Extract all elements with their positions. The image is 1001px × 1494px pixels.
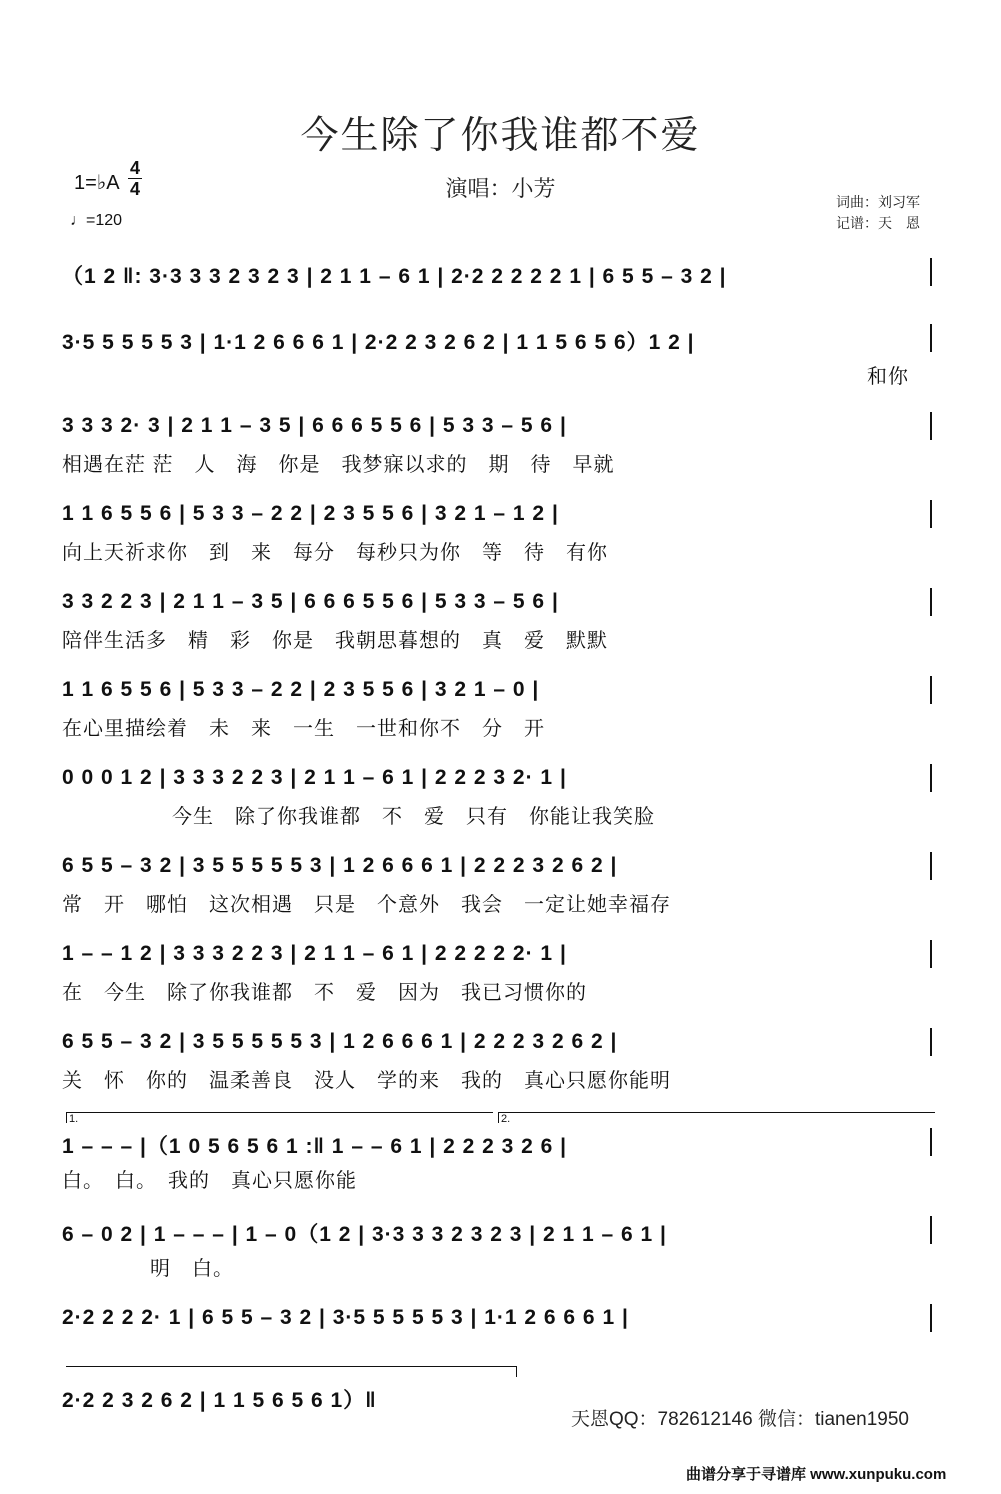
lyrics: 向上天祈求你 到 来 每分 每秒只为你 等 待 有你	[62, 542, 608, 564]
barline	[930, 1216, 932, 1244]
notes: 2·2 2 2 2· 1 | 6 5 5 – 3 2 | 3·5 5 5 5 5 3 | 1·1 2 6 6 6 1 |	[62, 1306, 629, 1329]
contact-info: 天恩QQ：782612146 微信：tianen1950	[571, 1409, 909, 1430]
time-signature-top: 4	[129, 158, 140, 178]
notes: 6 5 5 – 3 2 | 3 5 5 5 5 5 3 | 1 2 6 6 6 1 | 2 2 2 3 2 6 2 |	[62, 854, 618, 877]
score-line-13	[62, 1306, 942, 1350]
lyrics: 和你	[867, 366, 909, 388]
notes: 1 – – 1 2 | 3 3 3 2 2 3 | 2 1 1 – 6 1 | 2 2 2 2 2· 1 |	[62, 942, 567, 965]
score-line-2	[62, 326, 942, 388]
score-line-10	[62, 1030, 942, 1092]
notes: 6 – 0 2 | 1 – – – | 1 – 0（1 2 | 3·3 3 3 2 3 2 3 | 2 1 1 – 6 1 |	[62, 1223, 667, 1246]
notes: 6 5 5 – 3 2 | 3 5 5 5 5 5 3 | 1 2 6 6 6 1 | 2 2 2 3 2 6 2 |	[62, 1030, 618, 1053]
volta-first-ending: 1.	[66, 1112, 493, 1123]
notes: 0 0 0 1 2 | 3 3 3 2 2 3 | 2 1 1 – 6 1 | 2 2 2 3 2· 1 |	[62, 766, 567, 789]
barline	[930, 1028, 932, 1056]
time-signature	[128, 158, 142, 199]
notes: 1 1 6 5 5 6 | 5 3 3 – 2 2 | 2 3 5 5 6 | 3 2 1 – 1 2 |	[62, 502, 559, 525]
credit-lyrics: 词曲：刘习军	[836, 194, 920, 210]
key-signature: 1=♭A	[74, 172, 120, 194]
lyrics: 在 今生 除了你我谁都 不 爱 因为 我已习惯你的	[62, 982, 587, 1004]
page-title: 今生除了你我谁都不爱	[300, 115, 701, 157]
lyrics: 关 怀 你的 温柔善良 没人 学的来 我的 真心只愿你能明	[62, 1070, 671, 1092]
singer-label: 演唱：小芳	[445, 176, 556, 201]
credits-block	[836, 192, 920, 234]
score-line-5	[62, 590, 942, 652]
notes: 2·2 2 3 2 6 2 | 1 1 5 6 5 6 1）‖	[62, 1389, 377, 1412]
volta-second-ending: 2.	[498, 1112, 935, 1123]
lyrics: 今生 除了你我谁都 不 爱 只有 你能让我笑脸	[172, 806, 655, 828]
barline	[930, 1304, 932, 1332]
notes: 3 3 2 2 3 | 2 1 1 – 3 5 | 6 6 6 5 5 6 | 5 3 3 – 5 6 |	[62, 590, 559, 613]
lyrics: 相遇在茫 茫 人 海 你是 我梦寐以求的 期 待 早就	[62, 454, 615, 476]
score-line-9	[62, 942, 942, 1004]
barline	[930, 588, 932, 616]
barline	[930, 676, 932, 704]
tempo-marking: ♩=120	[70, 212, 123, 229]
score-line-7	[62, 766, 942, 828]
score-line-12	[62, 1218, 942, 1280]
barline	[930, 412, 932, 440]
notes: 3·5 5 5 5 5 3 | 1·1 2 6 6 6 1 | 2·2 2 3 2 6 2 | 1 1 5 6 5 6）1 2 |	[62, 331, 695, 354]
lyrics: 陪伴生活多 精 彩 你是 我朝思暮想的 真 爱 默默	[62, 630, 608, 652]
lyrics: 常 开 哪怕 这次相遇 只是 个意外 我会 一定让她幸福存	[62, 894, 671, 916]
site-watermark: 曲谱分享于寻谱库 www.xunpuku.com	[686, 1466, 947, 1483]
score-line-3	[62, 414, 942, 476]
score-line-4	[62, 502, 942, 564]
score-line-6	[62, 678, 942, 740]
lyrics: 明 白。	[150, 1258, 234, 1280]
barline	[930, 500, 932, 528]
notes: （1 2 ‖: 3·3 3 3 2 3 2 3 | 2 1 1 – 6 1 | 2·2 2 2 2 2 1 | 6 5 5 – 3 2 |	[62, 265, 727, 288]
notes: 1 1 6 5 5 6 | 5 3 3 – 2 2 | 2 3 5 5 6 | 3 2 1 – 0 |	[62, 678, 540, 701]
score-line-11	[62, 1130, 942, 1192]
score-line-1	[62, 260, 942, 304]
barline	[930, 1128, 932, 1156]
repeat-bracket	[66, 1366, 517, 1377]
lyrics: 白。 白。 我的 真心只愿你能	[62, 1170, 357, 1192]
notes: 3 3 3 2· 3 | 2 1 1 – 3 5 | 6 6 6 5 5 6 | 5 3 3 – 5 6 |	[62, 414, 567, 437]
notes: 1 – – – |（1 0 5 6 5 6 1 :‖ 1 – – 6 1 | 2 2 2 3 2 6 |	[62, 1135, 568, 1158]
score-line-8	[62, 854, 942, 916]
barline	[930, 852, 932, 880]
lyrics: 在心里描绘着 未 来 一生 一世和你不 分 开	[62, 718, 545, 740]
barline	[930, 324, 932, 352]
barline	[930, 258, 932, 286]
barline	[930, 940, 932, 968]
barline	[930, 764, 932, 792]
time-signature-bottom: 4	[129, 179, 140, 199]
credit-notation: 记谱：天 恩	[836, 215, 920, 231]
